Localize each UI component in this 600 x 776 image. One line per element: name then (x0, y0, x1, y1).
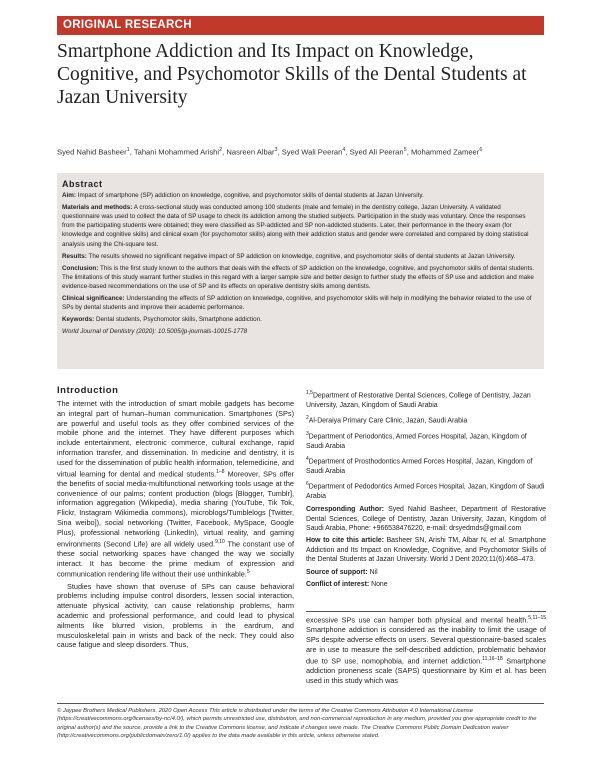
article-metadata (306, 389, 546, 592)
affiliation-text: Department of Periodontics, Armed Forces Hospital, Jazan, Kingdom of Saudi Arabia (306, 433, 527, 450)
body-text: Moreover, SPs offer the benefits of social media-multifunctional networking tools usage at the convenience of our palms; content production (blogs [Blogger, Tumblr], information aggregation (Wikipedia), media sharing (YouTube, Tik Tok, Flickr, Instagram Wikimedia commons), microblogs/Tumblelogs [Twitter, Sina weibo]), social networking (Twitter, Facebook, MySpace, Google Plus), professional networking (LinkedIn), virtual reality, and gaming environments (Second Life) are all widely used. (57, 469, 294, 548)
meta-text: et al. (490, 537, 506, 545)
meta-text: Nil (369, 568, 378, 576)
affiliation-marker: 6 (306, 481, 309, 488)
introduction-paragraph: Studies have shown that overuse of SPs can cause behavioral problems including impulse control disorders, lessen social interaction, attenuate physical activity, can cause relationship problems, harm academic and professional performance, and could lead to physical ailments like blurred vision, problems in the eardrum, and musculoskeletal pain in wrists and back of the neck. They could also cause fatigue and sleep disorders. Thus, (57, 581, 294, 650)
affiliation-marker: 2 (306, 415, 309, 422)
author-list: Syed Nahid Basheer$^1$, Tahani Mohammed Arishi$^2$, Nasreen Albar$^3$, Syed Wali Peeran$^4$, Syed Ali Peeran$^5$, Mohammed Zameer$^6$ (57, 147, 483, 157)
abstract-keywords (62, 315, 539, 324)
affiliation-text: Department of Pedodontics Armed Forces Hospital, Jazan, Kingdom of Saudi Arabia (306, 483, 545, 500)
license-footer: © Jaypee Brothers Medical Publishers. 2020 Open Access This article is distributed under the terms of the Creative Commons Attribution 4.0 International License (https://creativecommons.org/licenses/by-nc/4.0/), which permits unrestricted use, distribution, and non-commercial reproduction in any medium, provided you give appropriate credit to the original author(s) and the source, provide a link to the Creative Commons license, and indicate if changes were made. The Creative Commons Public Domain Dedication waiver (http://creativecommons.org/publicdomain/zero/1.0/) applies to the data made available in this article, unless otherwise stated. (57, 703, 544, 741)
citation-marker: 5,11–15 (528, 615, 546, 621)
abstract-label: Clinical significance: (62, 295, 125, 303)
abstract-label: Aim: (62, 192, 76, 200)
affiliation (306, 430, 546, 451)
meta-label: How to cite this article: (306, 537, 385, 545)
conflict-of-interest (306, 580, 546, 589)
abstract-conclusion (62, 264, 539, 291)
author-affiliation-marker: 5 (403, 147, 407, 153)
abstract-text: Understanding the effects of SP addiction on knowledge, cognitive, and psychomotor skills will help in modifying the behavior related to the use of SPs by dental students and improve their academic performance. (62, 295, 532, 312)
author-affiliation-marker: 4 (342, 147, 346, 153)
abstract-results (62, 252, 539, 261)
affiliation-text: Al-Deraiya Primary Care Clinic, Jazan, Saudi Arabia (308, 417, 468, 425)
abstract-box (57, 173, 544, 369)
body-text: The constant use of these social networking spaces have changed the way we socially interact. It has become the prime medium of expression and communication rendering life without their use unthinkable. (57, 539, 294, 579)
author-affiliation-marker: 2 (219, 147, 223, 153)
introduction-continued (306, 614, 546, 685)
abstract-label: Materials and methods: (62, 204, 133, 212)
affiliation (306, 389, 546, 410)
citation-marker: 9,10 (215, 538, 225, 545)
affiliation-marker: 3 (306, 430, 309, 437)
author-affiliation-marker: 3 (274, 147, 278, 153)
body-text: The internet with the introduction of smart mobile gadgets has become an integral part of human–human communication. Smartphones (SPs) are powerful and useful tools as they offer combined services of the mobile phone and the internet. They have different purposes which include entertainment, electronic commerce, cultural exchange, rapid information transfer, and dissemination. In medicine and dentistry, it is used for the dissemination of public health information, telemedicine, and virtual learning for dental and medical students. (57, 399, 294, 478)
author-affiliation-marker: 1 (126, 147, 130, 153)
author-name: Syed Ali Peeran (349, 147, 404, 157)
source-of-support (306, 568, 546, 577)
meta-text: None (371, 580, 388, 588)
meta-label: Corresponding Author: (306, 506, 385, 514)
abstract-text: The results showed no significant negative impact of SP addiction on knowledge, cognitive, and psychomotor skills of dental students at Jazan University. (88, 252, 516, 260)
affiliation (306, 480, 546, 501)
body-text: Smartphone addiction is considered as the inability to limit the usage of SPs despite adverse effects on users. Several questionnaire-based scales are in use to measure the self-described addiction, problematic behavior due to SP use, nomophobia, and internet addiction. (306, 625, 546, 666)
abstract-clinical-significance (62, 294, 539, 312)
affiliation-text: Department of Restorative Dental Sciences, College of Dentistry, Jazan University, Jazan, Kingdom of Saudi Arabia (306, 392, 531, 409)
abstract-text: Impact of smartphone (SP) addiction on knowledge, cognitive, and psychomotor skills of dental students at Jazan University. (77, 192, 424, 200)
author-name: Nasreen Albar (226, 147, 275, 157)
author-name: Syed Nahid Basheer (57, 147, 127, 157)
article-title: Smartphone Addiction and Its Impact on Knowledge, Cognitive, and Psychomotor Skills of the Dental Students at Jazan University (57, 41, 527, 108)
affiliation (306, 414, 546, 426)
abstract-methods (62, 203, 539, 248)
journal-reference: World Journal of Dentistry (2020): 10.5005/jp-journals-10015-1778 (62, 328, 248, 336)
affiliation-text: Department of Prosthodontics Armed Forces Hospital, Jazan, Kingdom of Saudi Arabia (306, 458, 533, 475)
abstract-text: Dental students, Psychomotor skills, Smartphone addiction. (95, 316, 262, 324)
abstract-text: A cross-sectional study was conducted among 100 students (male and female) in the dentistry college, Jazan University. A validated questionnaire was used to collect the data of SP usage to check its addiction among the studied subjects. Participation in the study was voluntary. Once the responses from the participating students were obtained; they were classified as SP-addicted and SP non-addicted students. Later, their performance in the theory exam (for knowledge and cognitive skills) and clinical exam (for psychomotor skills) along with their addiction status and gender were correlated and compared by doing statistical analysis using the Chi-square test. (62, 204, 529, 248)
author-name: Mohammed Zameer (410, 147, 480, 157)
abstract-label: Conclusion: (62, 264, 99, 272)
introduction-heading: Introduction (57, 385, 119, 396)
abstract-label: Keywords: (62, 316, 95, 324)
author-name: Tahani Mohammed Arishi (133, 147, 220, 157)
affiliation-marker: 4 (306, 455, 309, 462)
corresponding-author (306, 505, 546, 533)
citation-marker: 11,16–18 (482, 655, 503, 662)
meta-label: Conflict of interest: (306, 580, 370, 588)
citation-marker: 5 (246, 569, 250, 576)
author-affiliation-marker: 6 (479, 147, 483, 153)
abstract-label: Results: (62, 252, 87, 260)
body-text: Smartphone addiction proneness scale (SAPS) questionnaire by Kim et al. has been used in this study which was (306, 656, 546, 685)
body-text: excessive SPs use can hamper both physical and mental health. (306, 615, 529, 625)
how-to-cite (306, 536, 546, 564)
author-name: Syed Wali Peeran (281, 147, 343, 157)
introduction-paragraph (57, 399, 294, 580)
abstract-text: This is the first study known to the authors that deals with the effects of SP addiction on the knowledge, cognitive, and psychomotor skills of dental students. The limitations of this study warrant further studies in this regard with a larger sample size and better design to further study the effects of SP use and addiction and make evidence-based recommendations on the use of SP and its effects on operative dentistry skills among dentists. (62, 264, 535, 290)
affiliation-marker: 1,5 (306, 390, 313, 396)
meta-text: Smartphone Addiction and Its Impact on Knowledge, Cognitive, and Psychomotor Skills of the Dental Students at Jazan University. World J Dent 2020;11(6):468–473. (306, 537, 546, 564)
affiliation (306, 455, 546, 476)
meta-label: Source of support: (306, 568, 368, 576)
abstract-aim (62, 191, 539, 200)
introduction-body (57, 399, 294, 650)
meta-text: Syed Nahid Basheer, Department of Restorative Dental Sciences, College of Dentistry, Jazan University, Jazan, Kingdom of Saudi Arabia, Phone: +966538476220, e-mail: drsyedmds@gmail.com (306, 506, 546, 532)
article-type-banner: ORIGINAL RESEARCH (57, 16, 544, 35)
abstract-heading: Abstract (62, 179, 103, 189)
column-divider (306, 611, 546, 612)
meta-text: Basheer SN, Arishi TM, Albar N, (386, 537, 488, 545)
citation-marker: 1–8 (216, 468, 225, 475)
